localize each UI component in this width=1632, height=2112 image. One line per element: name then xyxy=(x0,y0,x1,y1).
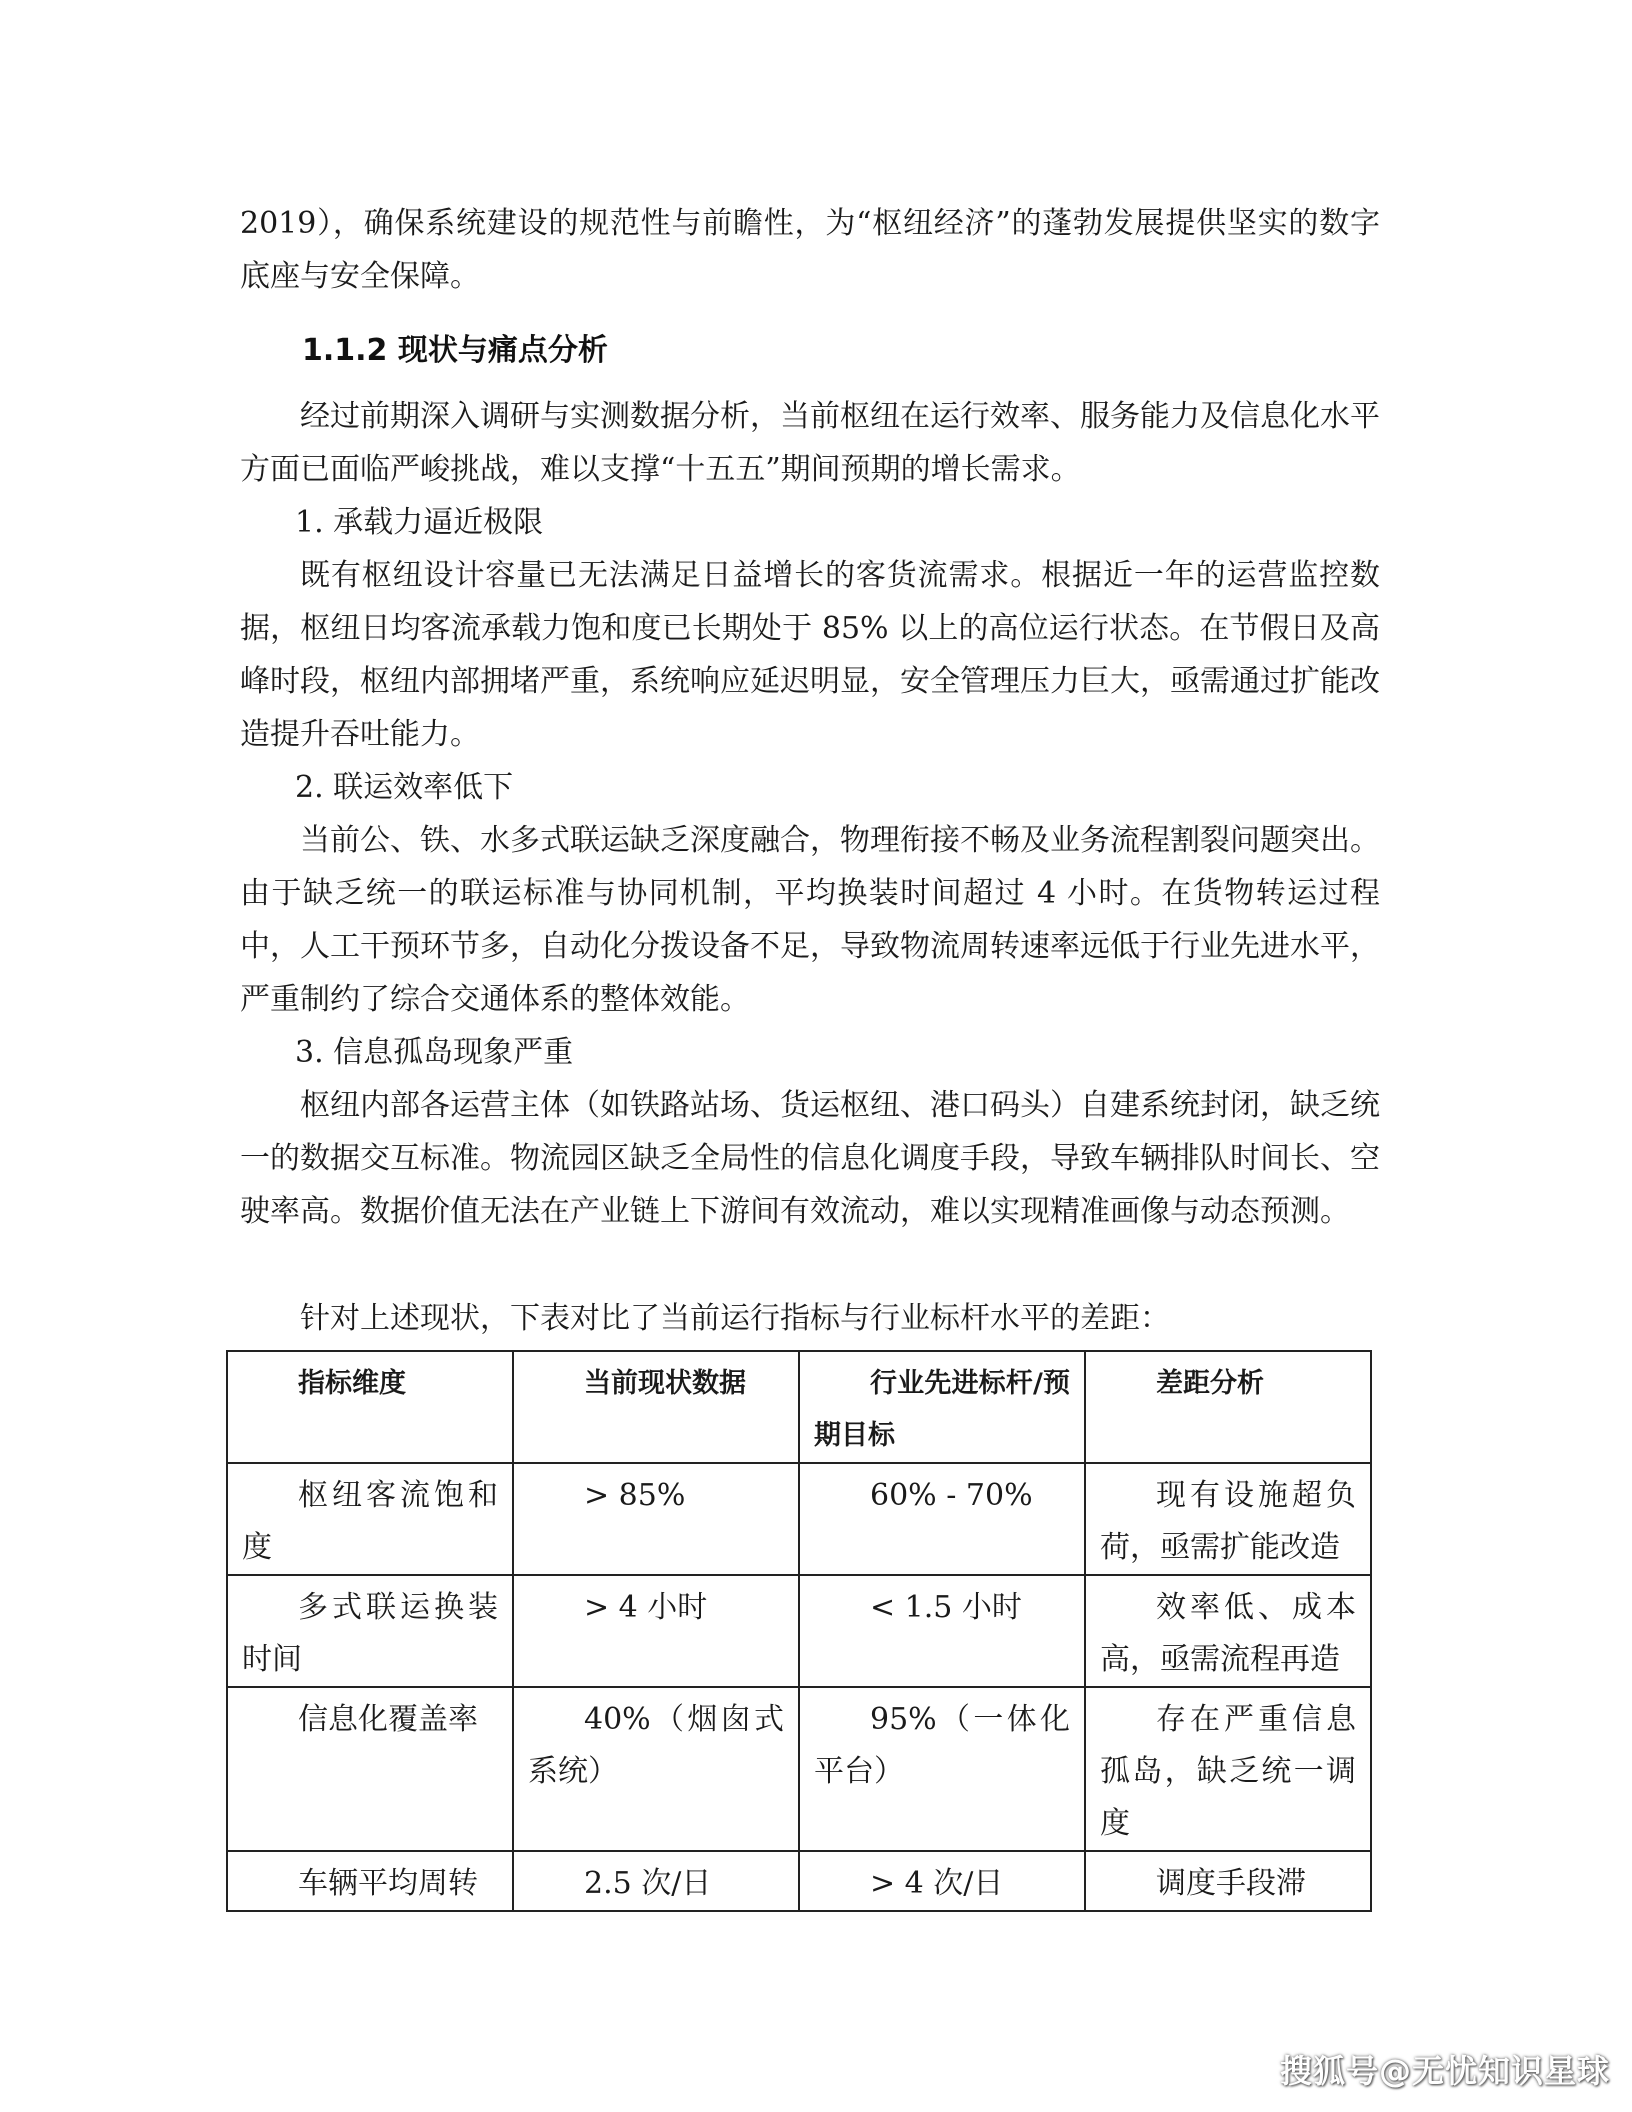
table-intro-paragraph: 针对上述现状，下表对比了当前运行指标与行业标杆水平的差距： xyxy=(300,1301,1170,1336)
header-cell-benchmark: 行业先进标杆/预期目标 xyxy=(799,1351,1085,1463)
table-cell: > 4 次/日 xyxy=(799,1851,1085,1911)
table-cell: 存在严重信息孤岛，缺乏统一调度 xyxy=(1085,1687,1371,1851)
table-cell: 枢纽客流饱和度 xyxy=(227,1463,513,1575)
table-cell: 40%（烟囱式系统） xyxy=(513,1687,799,1851)
item-1-body: 既有枢纽设计容量已无法满足日益增长的客货流需求。根据近一年的运营监控数据，枢纽日均客流承载力饱和度已长期处于 85% 以上的高位运行状态。在节假日及高峰时段，枢纽内部拥堵严重，系统响应延迟明显，安全管理压力巨大，亟需通过扩能改造提升吞吐能力。 xyxy=(240,558,1380,752)
table-cell: 60% - 70% xyxy=(799,1463,1085,1575)
table-row xyxy=(227,1463,1371,1575)
table-row xyxy=(227,1851,1371,1911)
table-row xyxy=(227,1687,1371,1851)
table-cell: < 1.5 小时 xyxy=(799,1575,1085,1687)
section-heading: 1.1.2 现状与痛点分析 xyxy=(302,333,608,368)
table-cell: 现有设施超负荷，亟需扩能改造 xyxy=(1085,1463,1371,1575)
table-row xyxy=(227,1575,1371,1687)
item-2-title: 2. 联运效率低下 xyxy=(295,770,514,805)
item-2-body: 当前公、铁、水多式联运缺乏深度融合，物理衔接不畅及业务流程割裂问题突出。由于缺乏统一的联运标准与协同机制，平均换装时间超过 4 小时。在货物转运过程中，人工干预环节多，自动化分拨设备不足，导致物流周转速率远低于行业先进水平，严重制约了综合交通体系的整体效能。 xyxy=(240,823,1380,1017)
header-cell-current: 当前现状数据 xyxy=(513,1351,799,1463)
item-3-body: 枢纽内部各运营主体（如铁路站场、货运枢纽、港口码头）自建系统封闭，缺乏统一的数据交互标准。物流园区缺乏全局性的信息化调度手段，导致车辆排队时间长、空驶率高。数据价值无法在产业链上下游间有效流动，难以实现精准画像与动态预测。 xyxy=(240,1088,1380,1229)
intro-continuation-paragraph: 2019），确保系统建设的规范性与前瞻性，为“枢纽经济”的蓬勃发展提供坚实的数字底座与安全保障。 xyxy=(240,206,1380,294)
table-header-row xyxy=(227,1351,1371,1463)
table-cell: 车辆平均周转 xyxy=(227,1851,513,1911)
table-cell: 95%（一体化平台） xyxy=(799,1687,1085,1851)
sohu-watermark: 搜狐号@无忧知识星球 xyxy=(1279,2052,1610,2090)
metrics-comparison-table xyxy=(226,1350,1372,1912)
table-cell: > 4 小时 xyxy=(513,1575,799,1687)
item-1-title: 1. 承载力逼近极限 xyxy=(295,505,544,540)
table-cell: 2.5 次/日 xyxy=(513,1851,799,1911)
table-cell: 多式联运换装时间 xyxy=(227,1575,513,1687)
table-cell: 效率低、成本高，亟需流程再造 xyxy=(1085,1575,1371,1687)
table-cell: 信息化覆盖率 xyxy=(227,1687,513,1851)
header-cell-dimension: 指标维度 xyxy=(227,1351,513,1463)
table-cell: 调度手段滞 xyxy=(1085,1851,1371,1911)
overview-paragraph: 经过前期深入调研与实测数据分析，当前枢纽在运行效率、服务能力及信息化水平方面已面临严峻挑战，难以支撑“十五五”期间预期的增长需求。 xyxy=(240,399,1380,487)
table-cell: > 85% xyxy=(513,1463,799,1575)
header-cell-gap: 差距分析 xyxy=(1085,1351,1371,1463)
item-3-title: 3. 信息孤岛现象严重 xyxy=(295,1035,574,1070)
